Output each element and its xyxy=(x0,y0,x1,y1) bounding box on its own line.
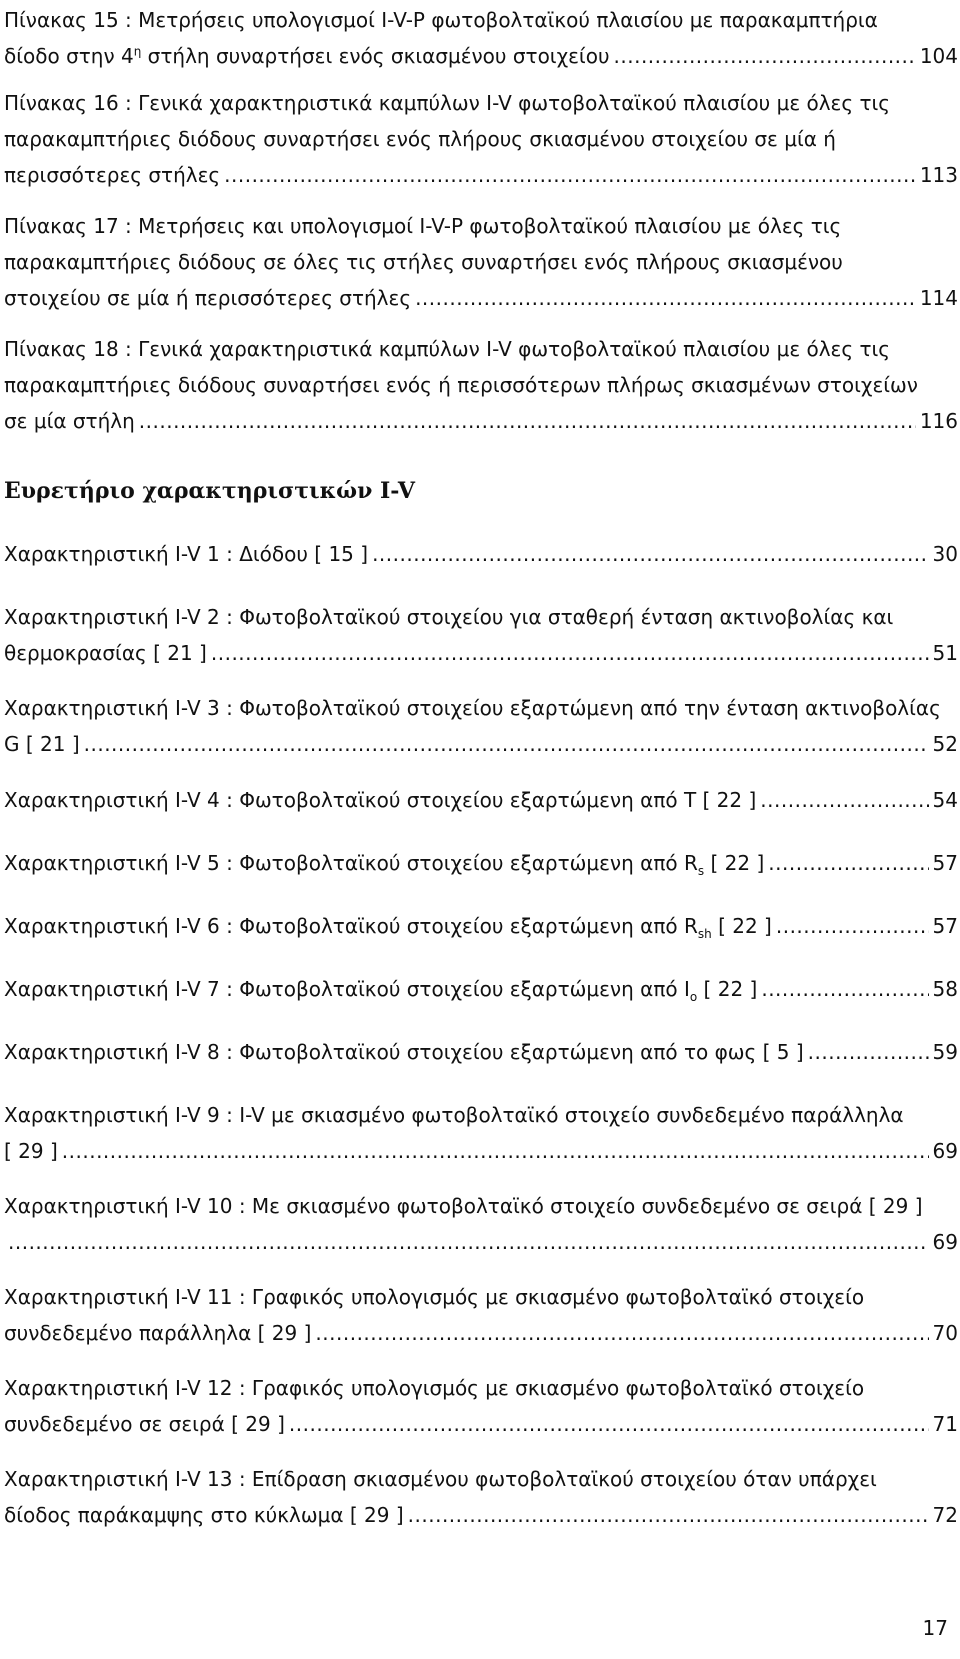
toc-entry-characteristic-6[interactable] xyxy=(4,908,958,944)
entry-text: συνδεδεμένο σε σειρά [ 29 ] xyxy=(4,1412,285,1436)
entry-line: Χαρακτηριστική I-V 9 : I-V με σκιασμένο φωτοβολταϊκό στοιχείο συνδεδεμένο παράλληλα xyxy=(4,1103,904,1127)
entry-page-number: 104 xyxy=(919,44,958,68)
entry-line: Χαρακτηριστική I-V 3 : Φωτοβολταϊκού στοιχείου εξαρτώμενη από την ένταση ακτινοβολίας xyxy=(4,696,941,720)
dot-leader xyxy=(289,1406,929,1442)
toc-entry-characteristic-12[interactable] xyxy=(4,1370,958,1442)
subscript: s xyxy=(697,864,705,878)
entry-text: Χαρακτηριστική I-V 4 : Φωτοβολταϊκού στοιχείου εξαρτώμενη από T [ 22 ] xyxy=(4,788,757,812)
dot-leader xyxy=(614,38,916,74)
toc-entry-characteristic-3[interactable] xyxy=(4,690,958,762)
toc-entry-table-18[interactable] xyxy=(4,331,958,439)
entry-line: Πίνακας 18 : Γενικά χαρακτηριστικά καμπύλων I-V φωτοβολταϊκού πλαισίου με όλες τις xyxy=(4,337,891,361)
entry-page-number: 69 xyxy=(932,1230,958,1254)
entry-text: Χαρακτηριστική I-V 6 : Φωτοβολταϊκού στοιχείου εξαρτώμενη από $R_{sh}$ [ 22 ] xyxy=(4,914,772,941)
toc-entry-table-17[interactable] xyxy=(4,208,958,316)
entry-page-number: 54 xyxy=(932,788,958,812)
dot-leader xyxy=(808,1034,929,1070)
toc-entry-characteristic-8[interactable] xyxy=(4,1034,958,1070)
toc-entry-characteristic-13[interactable] xyxy=(4,1461,958,1533)
entry-line: Πίνακας 15 : Μετρήσεις υπολογισμοί I-V-P φωτοβολταϊκού πλαισίου με παρακαμπτήρια xyxy=(4,8,878,32)
entry-page-number: 57 xyxy=(932,851,958,875)
toc-entry-characteristic-1[interactable] xyxy=(4,536,958,572)
section-heading: Ευρετήριο χαρακτηριστικών I-V xyxy=(4,478,415,504)
entry-line: Χαρακτηριστική I-V 11 : Γραφικός υπολογισμός με σκιασμένο φωτοβολταϊκό στοιχείο xyxy=(4,1285,865,1309)
entry-page-number: 59 xyxy=(932,1040,958,1064)
entry-text: Χαρακτηριστική I-V 1 : Διόδου [ 15 ] xyxy=(4,542,369,566)
dot-leader xyxy=(62,1133,929,1169)
entry-text: συνδεδεμένο παράλληλα [ 29 ] xyxy=(4,1321,312,1345)
subscript: sh xyxy=(697,927,712,941)
dot-leader xyxy=(372,536,928,572)
entry-page-number: 71 xyxy=(932,1412,958,1436)
entry-line: Πίνακας 16 : Γενικά χαρακτηριστικά καμπύλων I-V φωτοβολταϊκού πλαισίου με όλες τις xyxy=(4,91,891,115)
dot-leader xyxy=(760,782,928,818)
entry-text: στοιχείου σε μία ή περισσότερες στήλες xyxy=(4,286,412,310)
entry-text: G [ 21 ] xyxy=(4,732,80,756)
toc-entry-characteristic-9[interactable] xyxy=(4,1097,958,1169)
entry-text: Χαρακτηριστική I-V 5 : Φωτοβολταϊκού στοιχείου εξαρτώμενη από $R_s$ [ 22 ] xyxy=(4,851,765,878)
entry-text: δίοδος παράκαμψης στο κύκλωμα [ 29 ] xyxy=(4,1503,404,1527)
entry-page-number: 116 xyxy=(919,409,958,433)
entry-page-number: 113 xyxy=(919,163,958,187)
toc-entry-characteristic-7[interactable] xyxy=(4,971,958,1007)
entry-page-number: 72 xyxy=(932,1503,958,1527)
entry-text: περισσότερες στήλες xyxy=(4,163,221,187)
entry-page-number: 69 xyxy=(932,1139,958,1163)
dot-leader xyxy=(211,635,929,671)
entry-text: σε μία στήλη xyxy=(4,409,135,433)
entry-line: Πίνακας 17 : Μετρήσεις και υπολογισμοί I-V-P φωτοβολταϊκού πλαισίου με όλες τις xyxy=(4,214,842,238)
entry-page-number: 30 xyxy=(932,542,958,566)
entry-page-number: 52 xyxy=(932,732,958,756)
dot-leader xyxy=(8,1224,929,1260)
toc-entry-characteristic-10[interactable] xyxy=(4,1188,958,1260)
entry-line: Χαρακτηριστική I-V 12 : Γραφικός υπολογισμός με σκιασμένο φωτοβολταϊκό στοιχείο xyxy=(4,1376,865,1400)
entry-text: Χαρακτηριστική I-V 7 : Φωτοβολταϊκού στοιχείου εξαρτώμενη από $I_o$ [ 22 ] xyxy=(4,977,758,1004)
entry-line: παρακαμπτήριες διόδους συναρτήσει ενός πλήρους σκιασμένου στοιχείου σε μία ή xyxy=(4,127,836,151)
dot-leader xyxy=(315,1315,928,1351)
entry-line: παρακαμπτήριες διόδους σε όλες τις στήλες συναρτήσει ενός πλήρους σκιασμένου xyxy=(4,250,843,274)
page-number: 17 xyxy=(922,1616,948,1640)
dot-leader xyxy=(139,403,916,439)
entry-line: Χαρακτηριστική I-V 2 : Φωτοβολταϊκού στοιχείου για σταθερή ένταση ακτινοβολίας και xyxy=(4,605,894,629)
subscript: o xyxy=(689,990,698,1004)
superscript: η xyxy=(133,44,142,59)
entry-line: Χαρακτηριστική I-V 10 : Με σκιασμένο φωτοβολταϊκό στοιχείο συνδεδεμένο σε σειρά [ 29 ] xyxy=(4,1194,923,1218)
toc-entry-characteristic-2[interactable] xyxy=(4,599,958,671)
entry-page-number: 51 xyxy=(932,641,958,665)
toc-entry-table-15[interactable] xyxy=(4,2,958,74)
entry-text: [ 29 ] xyxy=(4,1139,58,1163)
toc-entry-table-16[interactable] xyxy=(4,85,958,193)
dot-leader xyxy=(224,157,916,193)
dot-leader xyxy=(768,845,928,881)
dot-leader xyxy=(761,971,928,1007)
entry-page-number: 57 xyxy=(932,914,958,938)
entry-text: θερμοκρασίας [ 21 ] xyxy=(4,641,207,665)
toc-entry-characteristic-4[interactable] xyxy=(4,782,958,818)
entry-line: παρακαμπτήριες διόδους συναρτήσει ενός ή περισσότερων πλήρως σκιασμένων στοιχείων xyxy=(4,373,918,397)
dot-leader xyxy=(415,280,916,316)
entry-page-number: 58 xyxy=(932,977,958,1001)
toc-entry-characteristic-5[interactable] xyxy=(4,845,958,881)
entry-page-number: 114 xyxy=(919,286,958,310)
entry-page-number: 70 xyxy=(932,1321,958,1345)
dot-leader xyxy=(776,908,929,944)
entry-line: Χαρακτηριστική I-V 13 : Επίδραση σκιασμένου φωτοβολταϊκού στοιχείου όταν υπάρχει xyxy=(4,1467,877,1491)
entry-text: δίοδο στην $4^\eta$ στήλη συναρτήσει ενός σκιασμένου στοιχείου xyxy=(4,44,610,68)
dot-leader xyxy=(408,1497,929,1533)
toc-entry-characteristic-11[interactable] xyxy=(4,1279,958,1351)
entry-text: Χαρακτηριστική I-V 8 : Φωτοβολταϊκού στοιχείου εξαρτώμενη από το φως [ 5 ] xyxy=(4,1040,804,1064)
dot-leader xyxy=(84,726,929,762)
